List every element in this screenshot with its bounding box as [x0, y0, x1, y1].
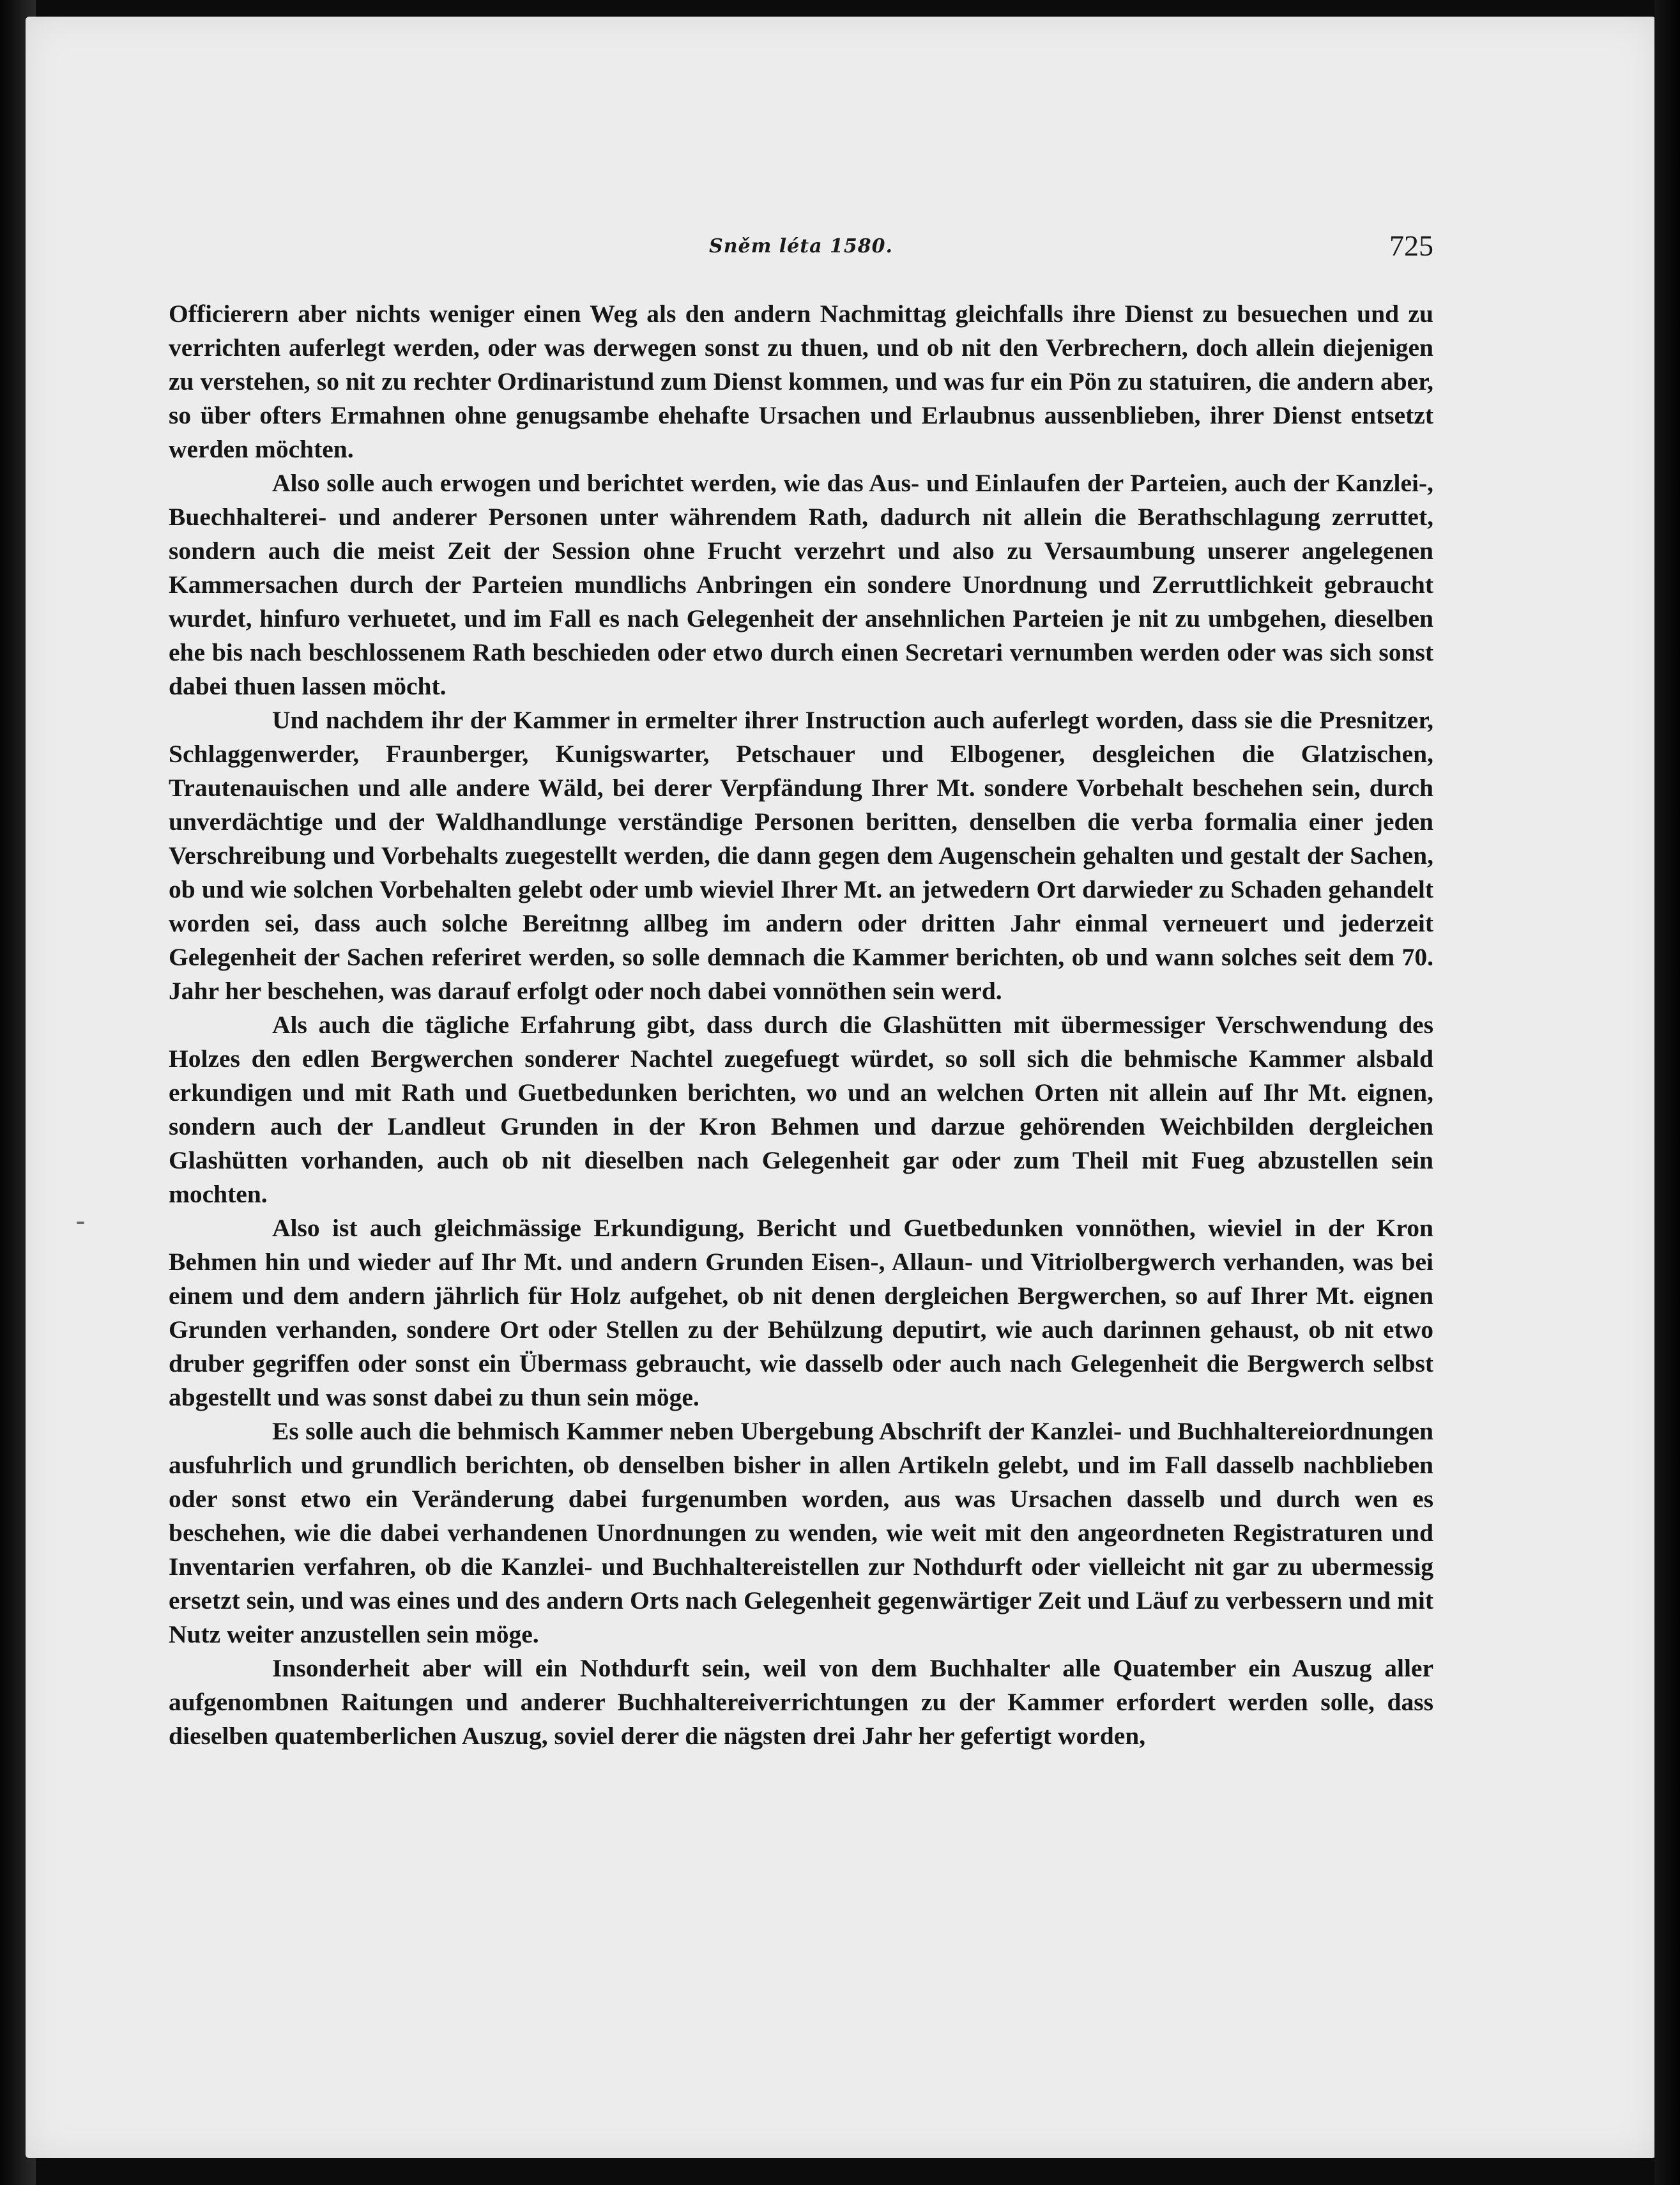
body-text [169, 297, 1433, 1753]
paragraph: Also ist auch gleichmässige Erkundigung, Bericht und Guetbedunken vonnöthen, wieviel in der Kron Behmen hin und wieder auf Ihr Mt. und andern Grunden Eisen-, Allaun- und Vitriolbergwerch verhanden, was bei einem und dem andern jährlich für Holz aufgehet, ob nit denen dergleichen Bergwerchen, so auf Ihrer Mt. eignen Grunden verhanden, sondere Ort oder Stellen zu der Behülzung deputirt, wie auch darinnen gehaust, ob nit etwo druber gegriffen oder sonst ein Übermass gebraucht, wie dasselb oder auch nach Gelegenheit die Bergwerch selbst abgestellt und was sonst dabei zu thun sein möge. [169, 1214, 1433, 1411]
right-scan-edge [1654, 0, 1680, 2185]
page-header [169, 229, 1433, 273]
paragraph: Und nachdem ihr der Kammer in ermelter ihrer Instruction auch auferlegt worden, dass sie die Presnitzer, Schlaggenwerder, Fraunberger, Kunigswarter, Petschauer und Elbogener, desgleichen die Glatzischen, Trautenauischen und alle andere Wäld, bei derer Verpfändung Ihrer Mt. sondere Vorbehalt beschehen sein, durch unverdächtige und der Waldhandlunge verständige Personen beritten, denselben die verba formalia einer jeden Verschreibung und Vorbehalts zuegestellt werden, die dann gegen dem Augenschein gehalten und gestalt der Sachen, ob und wie solchen Vorbehalten gelebt oder umb wieviel Ihrer Mt. an jetwedern Ort darwieder zu Schaden gehandelt worden sei, dass auch solche Bereitnng allbeg im andern oder dritten Jahr einmal verneuert und jederzeit Gelegenheit der Sachen referiret werden, so solle demnach die Kammer berichten, ob und wann solches seit dem 70. Jahr her beschehen, was darauf erfolgt oder noch dabei vonnöthen sein werd. [169, 706, 1433, 1005]
paragraph: Es solle auch die behmisch Kammer neben Ubergebung Abschrift der Kanzlei- und Buchhaltereiordnungen ausfuhrlich und grundlich berichten, ob denselben bisher in allen Artikeln gelebt, und im Fall dasselb nachblieben oder sonst etwo ein Veränderung dabei furgenumben worden, aus was Ursachen dasselb und durch wen es beschehen, wie die dabei verhandenen Unordnungen zu wenden, wie weit mit den angeordneten Registraturen und Inventarien verfahren, ob die Kanzlei- und Buchhaltereistellen zur Nothdurft oder vielleicht nit gar zu ubermessig ersetzt sein, und was eines und des andern Orts nach Gelegenheit gegenwärtiger Zeit und Läuf zu verbessern und mit Nutz weiter anzustellen sein möge. [169, 1417, 1433, 1648]
paragraph: Officierern aber nichts weniger einen Weg als den andern Nachmittag gleichfalls ihre Dienst zu besuechen und zu verrichten auferlegt werden, oder was derwegen sonst zu thuen, und ob nit den Verbrechern, doch allein diejenigen zu verstehen, so nit zu rechter Ordinaristund zum Dienst kommen, und was fur ein Pön zu statuiren, die andern aber, so über ofters Ermahnen ohne genugsambe ehehafte Ursachen und Erlaubnus aussenblieben, ihrer Dienst entsetzt werden möchten. [169, 300, 1433, 463]
paragraph: Insonderheit aber will ein Nothdurft sein, weil von dem Buchhalter alle Quatember ein Auszug aller aufgenombnen Raitungen und anderer Buchhaltereiverrichtungen zu der Kammer erfordert werden solle, dass dieselben quatemberlichen Auszug, soviel derer die nägsten drei Jahr her gefertigt worden, [169, 1654, 1433, 1750]
paragraph: Als auch die tägliche Erfahrung gibt, dass durch die Glashütten mit übermessiger Verschwendung des Holzes den edlen Bergwerchen sonderer Nachtel zuegefuegt würdet, so soll sich die behmische Kammer alsbald erkundigen und mit Rath und Guetbedunken berichten, wo und an welchen Orten nit allein auf Ihr Mt. eignen, sondern auch der Landleut Grunden in der Kron Behmen und darzue gehörenden Weichbilden dergleichen Glashütten vorhanden, auch ob nit dieselben nach Gelegenheit gar oder zum Theil mit Fueg abzustellen sein mochten. [169, 1011, 1433, 1208]
running-head: Sněm léta 1580. [709, 235, 893, 257]
page-number: 725 [1389, 229, 1433, 262]
margin-speck [77, 1222, 84, 1224]
paragraph: Also solle auch erwogen und berichtet werden, wie das Aus- und Einlaufen der Parteien, auch der Kanzlei-, Buechhalterei- und anderer Personen unter währendem Rath, dadurch nit allein die Berathschlagung zerruttet, sondern auch die meist Zeit der Session ohne Frucht verzehrt und also zu Versaumbung unserer angelegenen Kammersachen durch der Parteien mundlichs Anbringen ein sondere Unordnung und Zerruttlichkeit gebraucht wurdet, hinfuro verhuetet, und im Fall es nach Gelegenheit der ansehnlichen Parteien je nit zu umbgehen, dieselben ehe bis nach beschlossenem Rath beschieden oder etwo durch einen Secretari vernumben werden oder was sich sonst dabei thuen lassen möcht. [169, 469, 1433, 700]
